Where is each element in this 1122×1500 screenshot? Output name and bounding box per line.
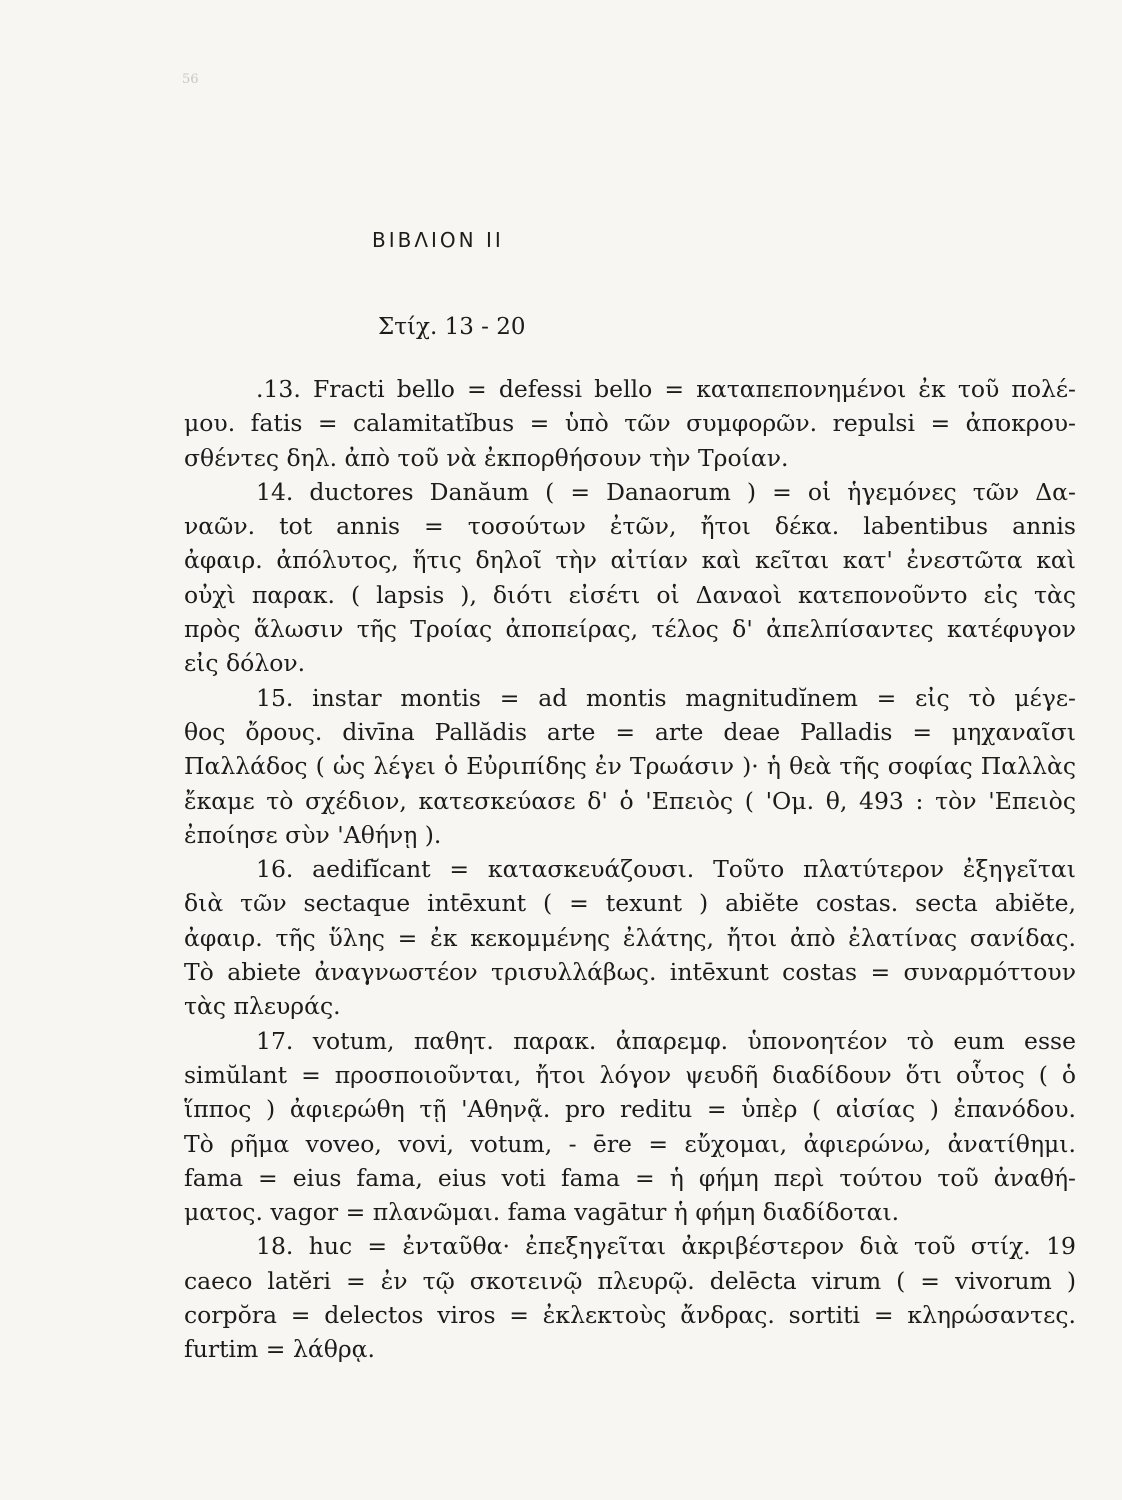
note-line: 16. aedifĭcant = κατασκευάζουσι. Τοῦτο πλατύτερον ἐξηγεῖται (256, 855, 1076, 884)
verse-range-heading: Στίχ. 13 - 20 (378, 314, 526, 340)
note-line: ματος. vagor = πλανῶμαι. fama vagātur ἡ φήμη διαδίδοται. (184, 1198, 900, 1227)
note-line: furtim = λάθρᾳ. (184, 1335, 376, 1364)
note-line: ἵππος ) ἀφιερώθη τῇ 'Αθηνᾷ. pro reditu = ὑπὲρ ( αἰσίας ) ἐπανόδου. (184, 1095, 1076, 1124)
note-paragraph (184, 1024, 1076, 1230)
note-line: σθέντες δηλ. ἀπὸ τοῦ νὰ ἐκπορθήσουν τὴν Τροίαν. (184, 443, 789, 472)
note-line: 14. ductores Danăum ( = Danaorum ) = οἱ ἡγεμόνες τῶν Δα- (256, 477, 1076, 506)
note-line: 15. instar montis = ad montis magnitudĭnem = εἰς τὸ μέγε- (256, 683, 1076, 712)
note-line: simŭlant = προσποιοῦνται, ἤτοι λόγον ψευδῆ διαδίδουν ὅτι οὗτος ( ὁ (184, 1060, 1076, 1089)
note-paragraph (184, 852, 1076, 1023)
note-line: ἀφαιρ. ἀπόλυτος, ἥτις δηλοῖ τὴν αἰτίαν καὶ κεῖται κατ' ἐνεστῶτα καὶ (184, 546, 1076, 575)
book-title: ΒΙΒΛΙΟΝ ΙΙ (372, 228, 504, 252)
note-line: Παλλάδος ( ὡς λέγει ὁ Εὐριπίδης ἐν Τρωάσιν )· ἡ θεὰ τῆς σοφίας Παλλὰς (184, 752, 1076, 781)
note-paragraph (184, 372, 1076, 475)
page-number: 56 (182, 72, 199, 87)
note-line: ναῶν. tot annis = τοσούτων ἐτῶν, ἤτοι δέκα. labentibus annis (184, 512, 1076, 541)
note-paragraph (184, 1229, 1076, 1366)
note-line: οὐχὶ παρακ. ( lapsis ), διότι εἰσέτι οἱ Δαναοὶ κατεπονοῦντο εἰς τὰς (184, 580, 1076, 609)
note-paragraph (184, 681, 1076, 852)
note-line: ἐποίησε σὺν 'Αθήνῃ ). (184, 820, 442, 849)
note-line: εἰς δόλον. (184, 649, 306, 678)
note-line: πρὸς ἅλωσιν τῆς Τροίας ἀποπείρας, τέλος δ' ἀπελπίσαντες κατέφυγον (184, 615, 1076, 644)
note-paragraph (184, 475, 1076, 681)
note-line: corpŏra = delectos viros = ἐκλεκτοὺς ἄνδρας. sortiti = κληρώσαντες. (184, 1301, 1076, 1330)
note-line: μου. fatis = calamitatĭbus = ὑπὸ τῶν συμφορῶν. repulsi = ἀποκρου- (184, 409, 1076, 438)
note-line: Τὸ ρῆμα voveo, vovi, votum, - ēre = εὔχομαι, ἀφιερώνω, ἀνατίθημι. (184, 1129, 1076, 1158)
commentary-body (184, 372, 1076, 1367)
note-line: Τὸ abiete ἀναγνωστέον τρισυλλάβως. intēxunt costas = συναρμόττουν (184, 958, 1076, 987)
note-line: caeco latĕri = ἐν τῷ σκοτεινῷ πλευρῷ. delēcta virum ( = vivorum ) (184, 1266, 1076, 1295)
note-line: ἀφαιρ. τῆς ὕλης = ἐκ κεκομμένης ἐλάτης, ἤτοι ἀπὸ ἐλατίνας σανίδας. (184, 923, 1076, 952)
note-line: 17. votum, παθητ. παρακ. ἀπαρεμφ. ὑπονοητέον τὸ eum esse (256, 1026, 1076, 1055)
note-line: fama = eius fama, eius voti fama = ἡ φήμη περὶ τούτου τοῦ ἀναθή- (184, 1163, 1076, 1192)
note-line: διὰ τῶν sectaque intēxunt ( = texunt ) abiĕte costas. secta abiĕte, (184, 889, 1076, 918)
note-line: τὰς πλευράς. (184, 992, 341, 1021)
note-line: θος ὄρους. divīna Pallădis arte = arte deae Palladis = μηχαναῖσι (184, 717, 1076, 746)
note-line: .13. Fracti bello = defessi bello = καταπεπονημένοι ἐκ τοῦ πολέ- (256, 375, 1076, 403)
note-line: 18. huc = ἐνταῦθα· ἐπεξηγεῖται ἀκριβέστερον διὰ τοῦ στίχ. 19 (256, 1232, 1076, 1261)
note-line: ἔκαμε τὸ σχέδιον, κατεσκεύασε δ' ὁ 'Επειὸς ( 'Ομ. θ, 493 : τὸν 'Επειὸς (184, 786, 1076, 815)
